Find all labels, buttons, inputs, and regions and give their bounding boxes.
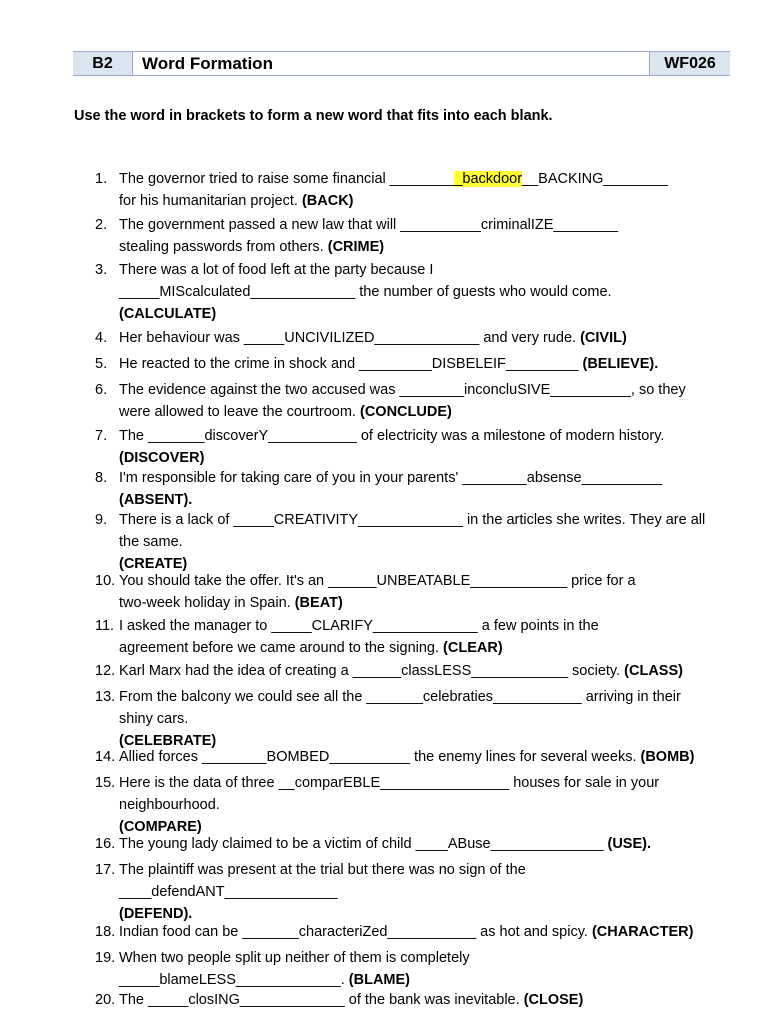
exercise-item <box>95 947 735 991</box>
exercise-item <box>95 686 735 752</box>
level-cell: B2 <box>73 52 133 75</box>
item-number: 10. <box>95 573 116 589</box>
item-number: 4. <box>95 330 108 346</box>
sentence-text: __BACKING________ for his humanitarian project. <box>119 171 668 209</box>
item-text <box>119 509 735 575</box>
item-text <box>119 570 735 614</box>
exercise-item <box>95 570 735 614</box>
root-word: (CONCLUDE) <box>360 404 452 420</box>
root-word: (CREATE) <box>119 556 188 572</box>
sentence-text: The government passed a new law that will __________criminalIZE________ stealing passwords from others. <box>119 217 618 255</box>
item-text <box>119 859 735 925</box>
item-text <box>119 168 735 212</box>
item-number: 7. <box>95 428 108 444</box>
root-word: (CIVIL) <box>580 330 627 346</box>
worksheet-title: Word Formation <box>133 52 649 75</box>
sentence-text: Allied forces ________BOMBED__________ the enemy lines for several weeks. <box>119 749 641 765</box>
root-word: (BOMB) <box>640 749 695 765</box>
item-text <box>119 425 735 469</box>
item-text <box>119 947 735 991</box>
item-number: 18. <box>95 924 116 940</box>
root-word: (CALCULATE) <box>119 306 217 322</box>
item-text <box>119 259 735 325</box>
item-number: 16. <box>95 836 116 852</box>
sentence-text: The plaintiff was present at the trial but there was no sign of the ____defendANT______________ <box>119 862 526 900</box>
item-text <box>119 379 735 423</box>
item-number: 13. <box>95 689 116 705</box>
exercise-item <box>95 746 735 768</box>
item-number: 14. <box>95 749 116 765</box>
root-word: (CRIME) <box>327 239 385 255</box>
root-word: (CELEBRATE) <box>119 733 217 749</box>
exercise-item <box>95 660 735 682</box>
exercise-item <box>95 353 735 375</box>
item-text <box>119 327 735 349</box>
root-word: (BACK) <box>301 193 354 209</box>
item-number: 12. <box>95 663 116 679</box>
item-number: 8. <box>95 470 108 486</box>
exercise-item <box>95 379 735 423</box>
item-text <box>119 353 735 375</box>
sentence-text: There was a lot of food left at the party because I _____MIScalculated_____________ the number of guests who would come. <box>119 262 612 300</box>
item-text <box>119 660 735 682</box>
sentence-text: From the balcony we could see all the _______celebraties___________ arriving in their shiny cars. <box>119 689 681 727</box>
exercise-item <box>95 425 735 469</box>
item-number: 3. <box>95 262 108 278</box>
item-number: 9. <box>95 512 108 528</box>
exercise-item <box>95 921 735 943</box>
sentence-text: Here is the data of three __comparEBLE________________ houses for sale in your neighbourhood. <box>119 775 660 813</box>
sentence-text: You should take the offer. It's an ______UNBEATABLE____________ price for a two-week holiday in Spain. <box>119 573 636 611</box>
sentence-text: The _____closING_____________ of the bank was inevitable. <box>119 992 524 1008</box>
exercise-item <box>95 615 735 659</box>
item-text <box>119 921 735 943</box>
item-text <box>119 746 735 768</box>
exercise-item <box>95 989 735 1011</box>
root-word: (USE). <box>607 836 651 852</box>
worksheet-code: WF026 <box>649 52 730 75</box>
exercise-item <box>95 467 735 511</box>
root-word: (CLOSE) <box>523 992 584 1008</box>
exercise-item <box>95 259 735 325</box>
exercise-item <box>95 833 735 855</box>
sentence-text: The young lady claimed to be a victim of child ____ABuse______________ <box>119 836 608 852</box>
item-number: 11. <box>95 618 115 634</box>
root-word: (CLEAR) <box>443 640 503 656</box>
root-word: (DISCOVER) <box>119 450 205 466</box>
exercise-item <box>95 772 735 838</box>
item-text <box>119 833 735 855</box>
exercise-item <box>95 859 735 925</box>
highlighted-answer: _backdoor <box>454 171 523 187</box>
exercise-item <box>95 214 735 258</box>
instructions: Use the word in brackets to form a new word that fits into each blank. <box>74 108 553 124</box>
item-number: 2. <box>95 217 108 233</box>
item-number: 20. <box>95 992 116 1008</box>
item-text <box>119 772 735 838</box>
item-text <box>119 989 735 1011</box>
item-number: 17. <box>95 862 116 878</box>
sentence-text: Indian food can be _______characteriZed___________ as hot and spicy. <box>119 924 592 940</box>
sentence-text: When two people split up neither of them is completely _____blameLESS_____________. <box>119 950 470 988</box>
root-word: (BLAME) <box>348 972 411 988</box>
sentence-text: He reacted to the crime in shock and _________DISBELEIF_________ <box>119 356 583 372</box>
root-word: (ABSENT). <box>119 492 193 508</box>
root-word: (CHARACTER) <box>591 924 694 940</box>
sentence-text: Karl Marx had the idea of creating a ______classLESS____________ society. <box>119 663 625 679</box>
root-word: (DEFEND). <box>119 906 193 922</box>
root-word: (BELIEVE). <box>582 356 659 372</box>
item-number: 5. <box>95 356 108 372</box>
sentence-text: Her behaviour was _____UNCIVILIZED_____________ and very rude. <box>119 330 581 346</box>
sentence-text: There is a lack of _____CREATIVITY_____________ in the articles she writes. They are all the same. <box>119 512 706 550</box>
item-number: 6. <box>95 382 108 398</box>
root-word: (CLASS) <box>624 663 683 679</box>
item-text <box>119 686 735 752</box>
item-number: 19. <box>95 950 116 966</box>
exercise-item <box>95 168 735 212</box>
item-text <box>119 615 735 659</box>
exercise-item <box>95 509 735 575</box>
sentence-text: I'm responsible for taking care of you in your parents' ________absense__________ <box>119 470 663 486</box>
sentence-text: I asked the manager to _____CLARIFY_____________ a few points in the agreement before we came around to the signing. <box>119 618 599 656</box>
sentence-text: The evidence against the two accused was ________inconcluSIVE__________, so they were allowed to leave the courtroom. <box>119 382 686 420</box>
root-word: (BEAT) <box>294 595 343 611</box>
item-number: 1. <box>95 171 108 187</box>
item-number: 15. <box>95 775 116 791</box>
root-word: (COMPARE) <box>119 819 202 835</box>
sentence-text: The governor tried to raise some financial ________ <box>119 171 455 187</box>
exercise-item <box>95 327 735 349</box>
item-text <box>119 467 735 511</box>
header-table <box>73 51 730 76</box>
item-text <box>119 214 735 258</box>
sentence-text: The _______discoverY___________ of electricity was a milestone of modern history. <box>119 428 665 444</box>
